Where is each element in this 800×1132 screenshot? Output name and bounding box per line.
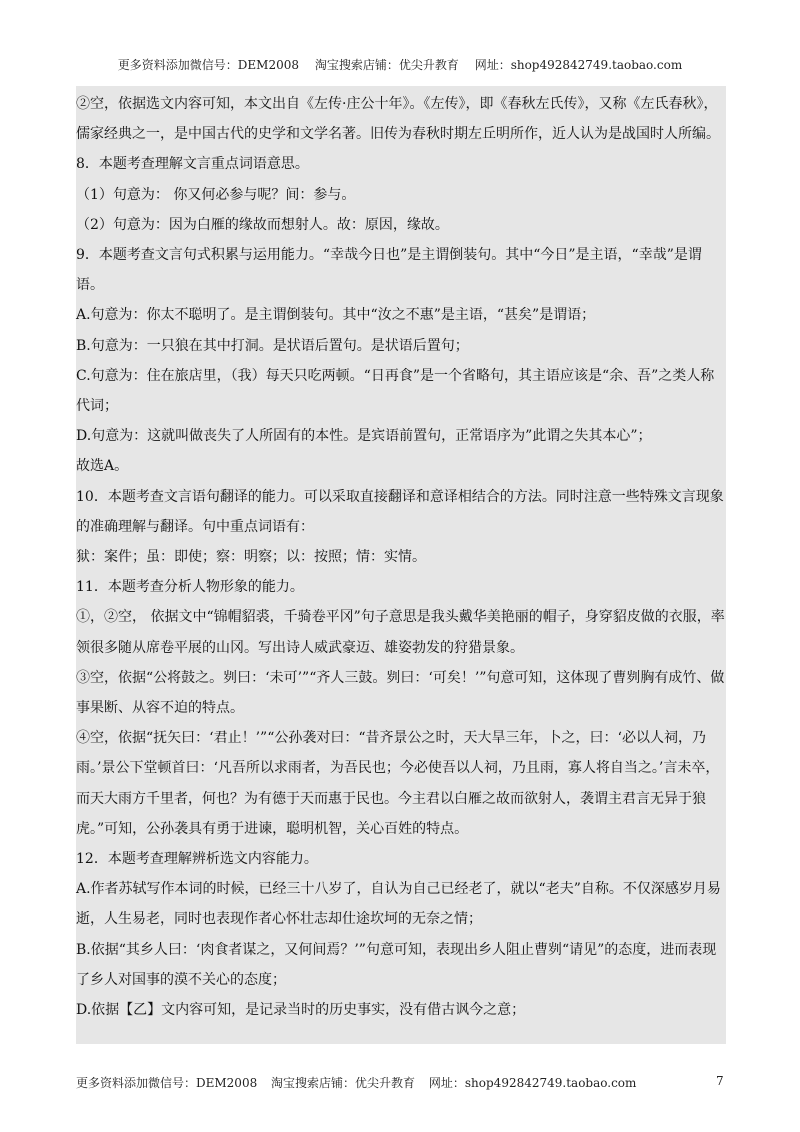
paragraph: 12．本题考查理解辨析选文内容能力。 <box>76 851 318 868</box>
paragraph: 故选A。 <box>76 458 129 475</box>
paragraph: ②空，依据选文内容可知，本文出自《左传·庄公十年》。《左传》，即《春秋左氏传》，又称《左氏春秋》，儒家经典之一，是中国古代的史学和文学名著。旧传为春秋时期左丘明所作，近人认为是战国时人所编。 <box>76 96 720 143</box>
page-header <box>0 56 800 73</box>
paragraph: （2）句意为：因为白雁的缘故而想射人。故：原因，缘故。 <box>76 216 449 233</box>
header-url: 网址：shop492842749.taobao.com <box>474 58 683 72</box>
paragraph: 10．本题考查文言语句翻译的能力。可以采取直接翻译和意译相结合的方法。同时注意一些特殊文言现象的准确理解与翻译。句中重点词语有： <box>76 488 724 535</box>
paragraph: 8．本题考查理解文言重点词语意思。 <box>76 156 309 173</box>
paragraph: ①，②空， 依据文中“锦帽貂裘，千骑卷平冈”句子意思是我头戴华美艳丽的帽子，身穿貂皮做的衣服，率领很多随从席卷平展的山冈。写出诗人威武豪迈、雄姿勃发的狩猎景象。 <box>76 609 725 656</box>
paragraph: B.依据“其乡人曰：‘肉食者谋之，又何间焉？’”句意可知，表现出乡人阻止曹刿“请见”的态度，进而表现了乡人对国事的漠不关心的态度； <box>76 941 717 988</box>
paragraph: 11．本题考查分析人物形象的能力。 <box>76 579 304 596</box>
footer-url: 网址：shop492842749.taobao.com <box>428 1076 637 1090</box>
paragraph: 9．本题考查文言句式积累与运用能力。“幸哉今日也”是主谓倒装句。其中“今日”是主语，“幸哉”是谓语。 <box>76 247 702 294</box>
paragraph: ④空，依据“抚矢曰：‘君止！’”“公孙袭对曰：“昔齐景公之时，天大旱三年，卜之，曰：‘必以人祠，乃雨。’景公下堂顿首曰：‘凡吾所以求雨者，为吾民也；今必使吾以人祠，乃且雨，寡人将自当之。’言未卒，而天大雨方千里者，何也？为有德于天而惠于民也。今主君以白雁之故而欲射人，袭谓主君言无异于狼虎。”可知，公孙袭具有勇于进谏，聪明机智，关心百姓的特点。 <box>76 730 720 837</box>
paragraph: D.依据【乙】文内容可知，是记录当时的历史事实，没有借古讽今之意； <box>76 1002 526 1019</box>
header-wechat: 更多资料添加微信号：DEM2008 <box>117 58 300 72</box>
paragraph: （1）句意为： 你又何必参与呢？间：参与。 <box>76 186 356 203</box>
paragraph: ③空，依据“公将鼓之。刿曰：‘未可’”“齐人三鼓。刿曰：‘可矣！’”句意可知，这体现了曹刿胸有成竹、做事果断、从容不迫的特点。 <box>76 669 725 717</box>
footer-wechat: 更多资料添加微信号：DEM2008 <box>76 1076 258 1090</box>
header-shop: 淘宝搜索店铺：优尖升教育 <box>314 58 459 72</box>
page-number: 7 <box>716 1074 724 1088</box>
footer-shop: 淘宝搜索店铺：优尖升教育 <box>271 1076 416 1090</box>
paragraph: 狱：案件；虽：即使；察：明察；以：按照；情：实情。 <box>76 549 426 566</box>
paragraph: D.句意为：这就叫做丧失了人所固有的本性。是宾语前置句，正常语序为”此谓之失其本心”； <box>76 428 652 445</box>
paragraph: A.作者苏轼写作本词的时候，已经三十八岁了，自认为自己已经老了，就以“老夫”自称。不仅深感岁月易逝，人生易老，同时也表现作者心怀壮志却仕途坎坷的无奈之情； <box>76 881 721 928</box>
paragraph: A.句意为：你太不聪明了。是主谓倒装句。其中“汝之不惠”是主语，“甚矣”是谓语； <box>76 307 596 324</box>
answer-text-block <box>76 86 726 1044</box>
paragraph: B.句意为：一只狼在其中打洞。是状语后置句。是状语后置句； <box>76 337 469 354</box>
paragraph: C.句意为：住在旅店里，（我）每天只吃两顿。“日再食”是一个省略句，其主语应该是“余、吾”之类人称代词； <box>76 367 715 415</box>
